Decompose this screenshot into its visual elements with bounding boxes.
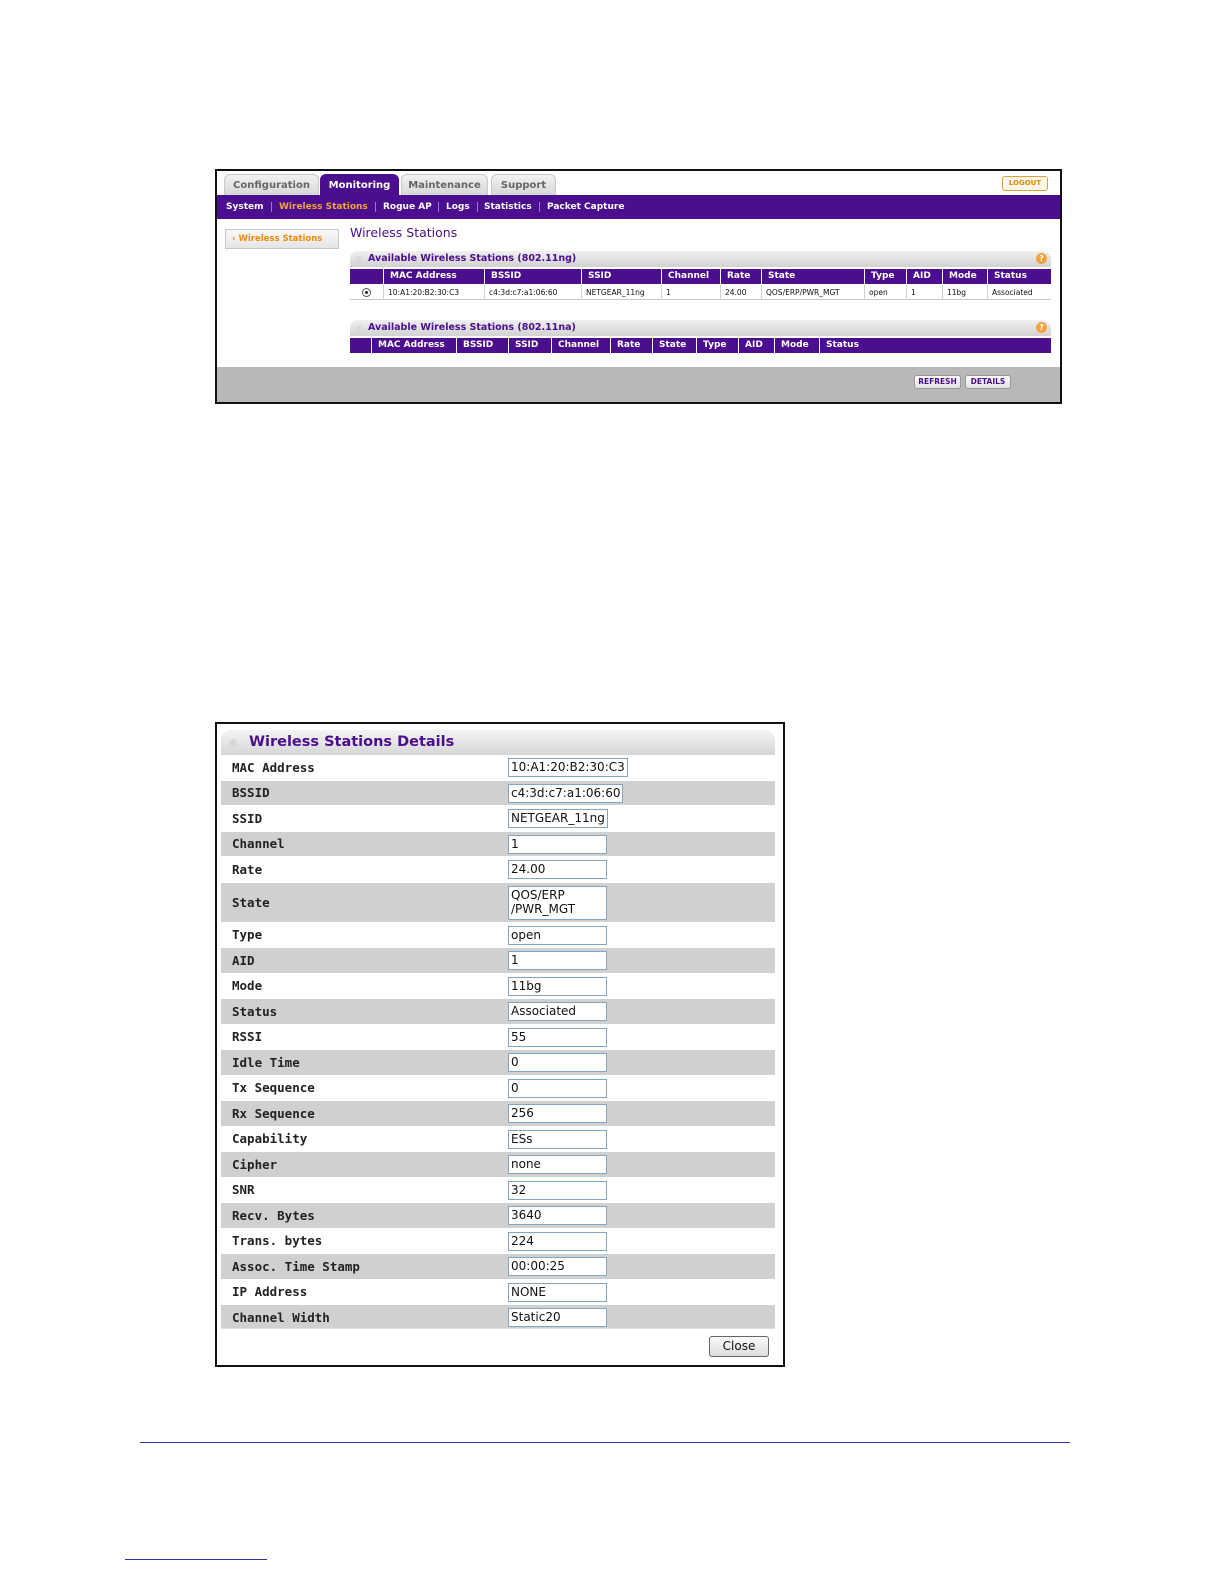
channel-width-field[interactable]: Static20 (508, 1308, 607, 1327)
rx-sequence-field[interactable]: 256 (508, 1104, 607, 1123)
detail-row-cipher (221, 1152, 775, 1178)
field-label: Tx Sequence (232, 1080, 315, 1096)
field-label: Mode (232, 978, 263, 994)
field-label: SNR (232, 1182, 255, 1198)
detail-row-trans-bytes (221, 1229, 775, 1255)
detail-row-state (221, 883, 775, 923)
col-status: Status (819, 338, 1051, 353)
field-label: Idle Time (232, 1054, 300, 1070)
refresh-button[interactable]: REFRESH (914, 375, 961, 389)
field-label: SSID (232, 810, 263, 826)
detail-row-rssi (221, 1025, 775, 1051)
col-mac-address: MAC Address (371, 338, 456, 353)
wireless-stations-details-screenshot (215, 722, 785, 1367)
col-rate: Rate (610, 338, 652, 353)
cell-state: QOS/ERP/PWR_MGT (761, 285, 864, 300)
field-label: Type (232, 927, 263, 943)
detail-row-rate (221, 857, 775, 883)
section-header-11na (350, 320, 1051, 336)
section-title-11na: Available Wireless Stations (802.11na) (368, 322, 576, 333)
cell-bssid: c4:3d:c7:a1:06:60 (484, 285, 581, 300)
wireless-stations-screenshot (215, 169, 1062, 404)
close-button[interactable]: Close (709, 1336, 769, 1357)
field-label: MAC Address (232, 759, 315, 775)
recv-bytes-field[interactable]: 3640 (508, 1206, 607, 1225)
ssid-field[interactable]: NETGEAR_11ng (508, 809, 608, 828)
col-bssid: BSSID (484, 269, 581, 284)
cell-mode: 11bg (942, 285, 987, 300)
section-bullet-icon (356, 325, 362, 331)
footnote-rule (125, 1559, 267, 1560)
detail-row-mode (221, 974, 775, 1000)
field-label: Rate (232, 861, 263, 877)
footer-rule (140, 1442, 1070, 1443)
row-select-radio[interactable] (362, 288, 371, 297)
detail-row-channel (221, 832, 775, 858)
detail-row-snr (221, 1178, 775, 1204)
detail-row-channel-width (221, 1305, 775, 1331)
col-ssid: SSID (581, 269, 661, 284)
details-button[interactable]: DETAILS (965, 375, 1011, 389)
col-aid: AID (906, 269, 942, 284)
mac-address-field[interactable]: 10:A1:20:B2:30:C3 (508, 758, 628, 777)
col-state: State (761, 269, 864, 284)
subnav-separator (438, 202, 439, 212)
snr-field[interactable]: 32 (508, 1181, 607, 1200)
trans-bytes-field[interactable]: 224 (508, 1232, 607, 1251)
detail-row-bssid (221, 781, 775, 807)
col-type: Type (696, 338, 738, 353)
subnav-separator (271, 202, 272, 212)
subnav-wireless-stations[interactable]: Wireless Stations (279, 202, 368, 212)
field-label: State (232, 894, 270, 910)
field-label: Status (232, 1003, 278, 1019)
logout-button[interactable]: LOGOUT (1002, 176, 1048, 191)
detail-row-mac-address (221, 755, 775, 781)
field-label: BSSID (232, 785, 270, 801)
section-title-11ng: Available Wireless Stations (802.11ng) (368, 253, 577, 264)
col-type: Type (864, 269, 906, 284)
state-field[interactable]: QOS/ERP /PWR_MGT (508, 886, 607, 920)
mode-field[interactable]: 11bg (508, 977, 607, 996)
details-header (221, 730, 775, 755)
help-icon[interactable]: ? (1036, 253, 1047, 264)
detail-row-aid (221, 948, 775, 974)
subnav-separator (375, 202, 376, 212)
page-title: Wireless Stations (350, 225, 458, 240)
cell-aid: 1 (906, 285, 942, 300)
field-label: Trans. bytes (232, 1233, 323, 1249)
details-table (221, 755, 775, 1331)
row-select-cell (350, 285, 383, 300)
cell-rate: 24.00 (720, 285, 761, 300)
details-footer (221, 1328, 775, 1362)
col-mac-address: MAC Address (383, 269, 484, 284)
section-bullet-icon (356, 256, 362, 262)
subnav-system[interactable]: System (226, 202, 264, 212)
detail-row-recv-bytes (221, 1203, 775, 1229)
capability-field[interactable]: ESs (508, 1130, 607, 1149)
select-column-header (350, 338, 371, 353)
field-label: Channel (232, 836, 285, 852)
table-row[interactable] (350, 285, 1051, 300)
channel-field[interactable]: 1 (508, 835, 607, 854)
rate-field[interactable]: 24.00 (508, 860, 607, 879)
bssid-field[interactable]: c4:3d:c7:a1:06:60 (508, 784, 623, 803)
cell-type: open (864, 285, 906, 300)
action-footer (217, 367, 1060, 404)
detail-row-assoc-time-stamp (221, 1254, 775, 1280)
subnav-statistics[interactable]: Statistics (484, 202, 532, 212)
tab-support[interactable]: Support (491, 174, 556, 196)
assoc-time-stamp-field[interactable]: 00:00:25 (508, 1257, 607, 1276)
left-nav-wireless-stations[interactable] (225, 229, 339, 249)
detail-row-capability (221, 1127, 775, 1153)
col-channel: Channel (551, 338, 610, 353)
details-title: Wireless Stations Details (249, 734, 455, 750)
tab-configuration[interactable]: Configuration (224, 174, 319, 196)
tab-maintenance[interactable]: Maintenance (401, 174, 488, 196)
col-channel: Channel (661, 269, 720, 284)
detail-row-idle-time (221, 1050, 775, 1076)
cell-channel: 1 (661, 285, 720, 300)
subnav-logs[interactable]: Logs (446, 202, 470, 212)
field-label: Channel Width (232, 1309, 330, 1325)
field-label: Recv. Bytes (232, 1207, 315, 1223)
field-label: Rx Sequence (232, 1105, 315, 1121)
idle-time-field[interactable]: 0 (508, 1053, 607, 1072)
aid-field[interactable]: 1 (508, 951, 607, 970)
detail-row-rx-sequence (221, 1101, 775, 1127)
cell-ssid: NETGEAR_11ng (581, 285, 661, 300)
col-ssid: SSID (508, 338, 551, 353)
col-status: Status (987, 269, 1051, 284)
detail-row-status (221, 999, 775, 1025)
col-aid: AID (738, 338, 774, 353)
field-label: Assoc. Time Stamp (232, 1258, 360, 1274)
status-field[interactable]: Associated (508, 1002, 607, 1021)
rssi-field[interactable]: 55 (508, 1028, 607, 1047)
tab-monitoring[interactable]: Monitoring (320, 174, 399, 196)
field-label: IP Address (232, 1284, 308, 1300)
cell-mac-address: 10:A1:20:B2:30:C3 (383, 285, 484, 300)
table-header-11ng (350, 269, 1051, 284)
subnav-packet-capture[interactable]: Packet Capture (547, 202, 625, 212)
col-state: State (652, 338, 696, 353)
col-rate: Rate (720, 269, 761, 284)
field-label: AID (232, 952, 255, 968)
table-header-11na (350, 338, 1051, 353)
col-bssid: BSSID (456, 338, 508, 353)
detail-row-ip-address (221, 1280, 775, 1306)
subnav-separator (539, 202, 540, 212)
section-bullet-icon (229, 739, 237, 747)
field-label: Cipher (232, 1156, 278, 1172)
field-label: Capability (232, 1131, 308, 1147)
section-header-11ng (350, 251, 1051, 267)
ip-address-field[interactable]: NONE (508, 1283, 607, 1302)
left-nav-label: Wireless Stations (238, 234, 323, 244)
select-column-header (350, 269, 383, 284)
subnav-rogue-ap[interactable]: Rogue AP (383, 202, 432, 212)
cell-status: Associated (987, 285, 1051, 300)
subnav-separator (477, 202, 478, 212)
left-nav-arrow-icon: › (232, 234, 239, 244)
cipher-field[interactable]: none (508, 1155, 607, 1174)
help-icon[interactable]: ? (1036, 322, 1047, 333)
detail-row-ssid (221, 806, 775, 832)
col-mode: Mode (774, 338, 819, 353)
detail-row-type (221, 923, 775, 949)
detail-row-tx-sequence (221, 1076, 775, 1102)
sub-navigation (217, 195, 1060, 219)
type-field[interactable]: open (508, 926, 607, 945)
col-mode: Mode (942, 269, 987, 284)
main-tab-bar (217, 171, 1060, 195)
field-label: RSSI (232, 1029, 263, 1045)
tx-sequence-field[interactable]: 0 (508, 1079, 607, 1098)
